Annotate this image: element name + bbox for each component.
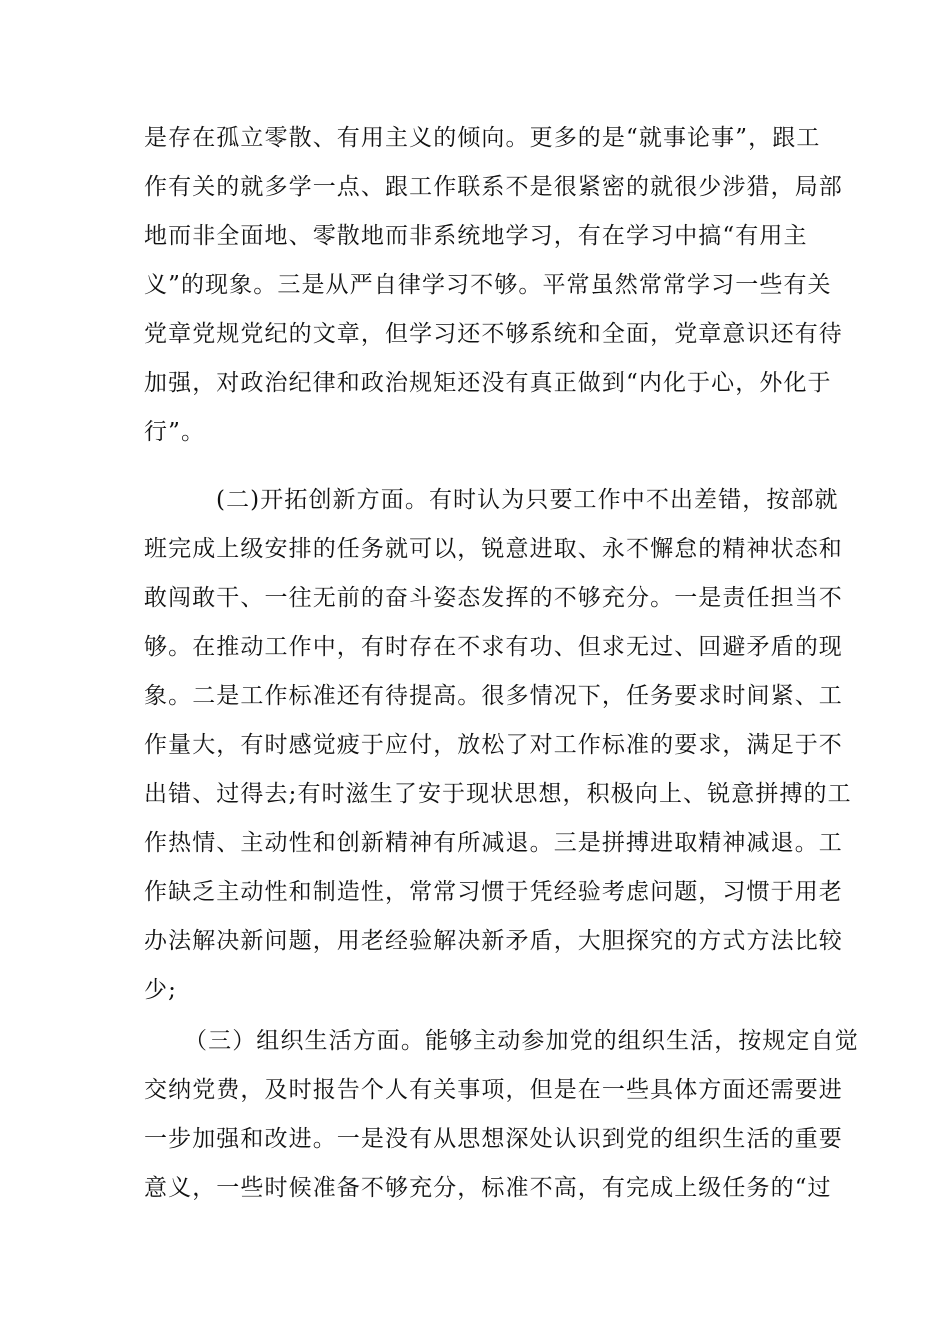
text-line: 班完成上级安排的任务就可以，锐意进取、永不懈怠的精神状态和 [144,536,843,562]
text-line: 少; [144,977,177,1003]
text-line: 行”。 [144,419,206,445]
text-line: 作有关的就多学一点、跟工作联系不是很紧密的就很少涉猎，局部 [144,174,843,200]
text-line: 够。在推动工作中，有时存在不求有功、但求无过、回避矛盾的现 [144,634,843,660]
text-line: 加强，对政治纪律和政治规矩还没有真正做到“内化于心，外化于 [144,370,832,396]
text-line: 象。二是工作标准还有待提高。很多情况下，任务要求时间紧、工 [144,683,843,709]
text-line: 是存在孤立零散、有用主义的倾向。更多的是“就事论事”，跟工 [144,125,821,151]
text-line: 办法解决新问题，用老经验解决新矛盾，大胆探究的方式方法比较 [144,928,843,954]
text-line: 一步加强和改进。一是没有从思想深处认识到党的组织生活的重要 [144,1126,843,1152]
text-line: 党章党规党纪的文章，但学习还不够系统和全面，党章意识还有待 [144,321,843,347]
text-line: 义”的现象。三是从严自律学习不够。平常虽然常常学习一些有关 [144,272,832,298]
text-line: 作缺乏主动性和制造性，常常习惯于凭经验考虑问题，习惯于用老 [144,879,843,905]
text-line: 地而非全面地、零散地而非系统地学习，有在学习中搞“有用主 [144,223,808,249]
text-line: 意义，一些时候准备不够充分，标准不高，有完成上级任务的“过 [144,1175,832,1201]
paragraph-organizational-life [144,1017,859,1213]
text-line: 出错、过得去;有时滋生了安于现状思想，积极向上、锐意拼搏的工 [144,781,852,807]
text-line: (二)开拓创新方面。有时认为只要工作中不出差错，按部就 [216,487,839,513]
paragraph-innovation [144,476,852,1015]
text-line: 作量大，有时感觉疲于应付，放松了对工作标准的要求，满足于不 [144,732,843,758]
text-line: （三）组织生活方面。能够主动参加党的组织生活，按规定自觉 [184,1028,859,1054]
text-line: 交纳党费，及时报告个人有关事项，但是在一些具体方面还需要进 [144,1077,843,1103]
text-line: 作热情、主动性和创新精神有所减退。三是拼搏进取精神减退。工 [144,830,843,856]
text-line: 敢闯敢干、一往无前的奋斗姿态发挥的不够充分。一是责任担当不 [144,585,843,611]
paragraph-study-discipline [144,114,843,457]
